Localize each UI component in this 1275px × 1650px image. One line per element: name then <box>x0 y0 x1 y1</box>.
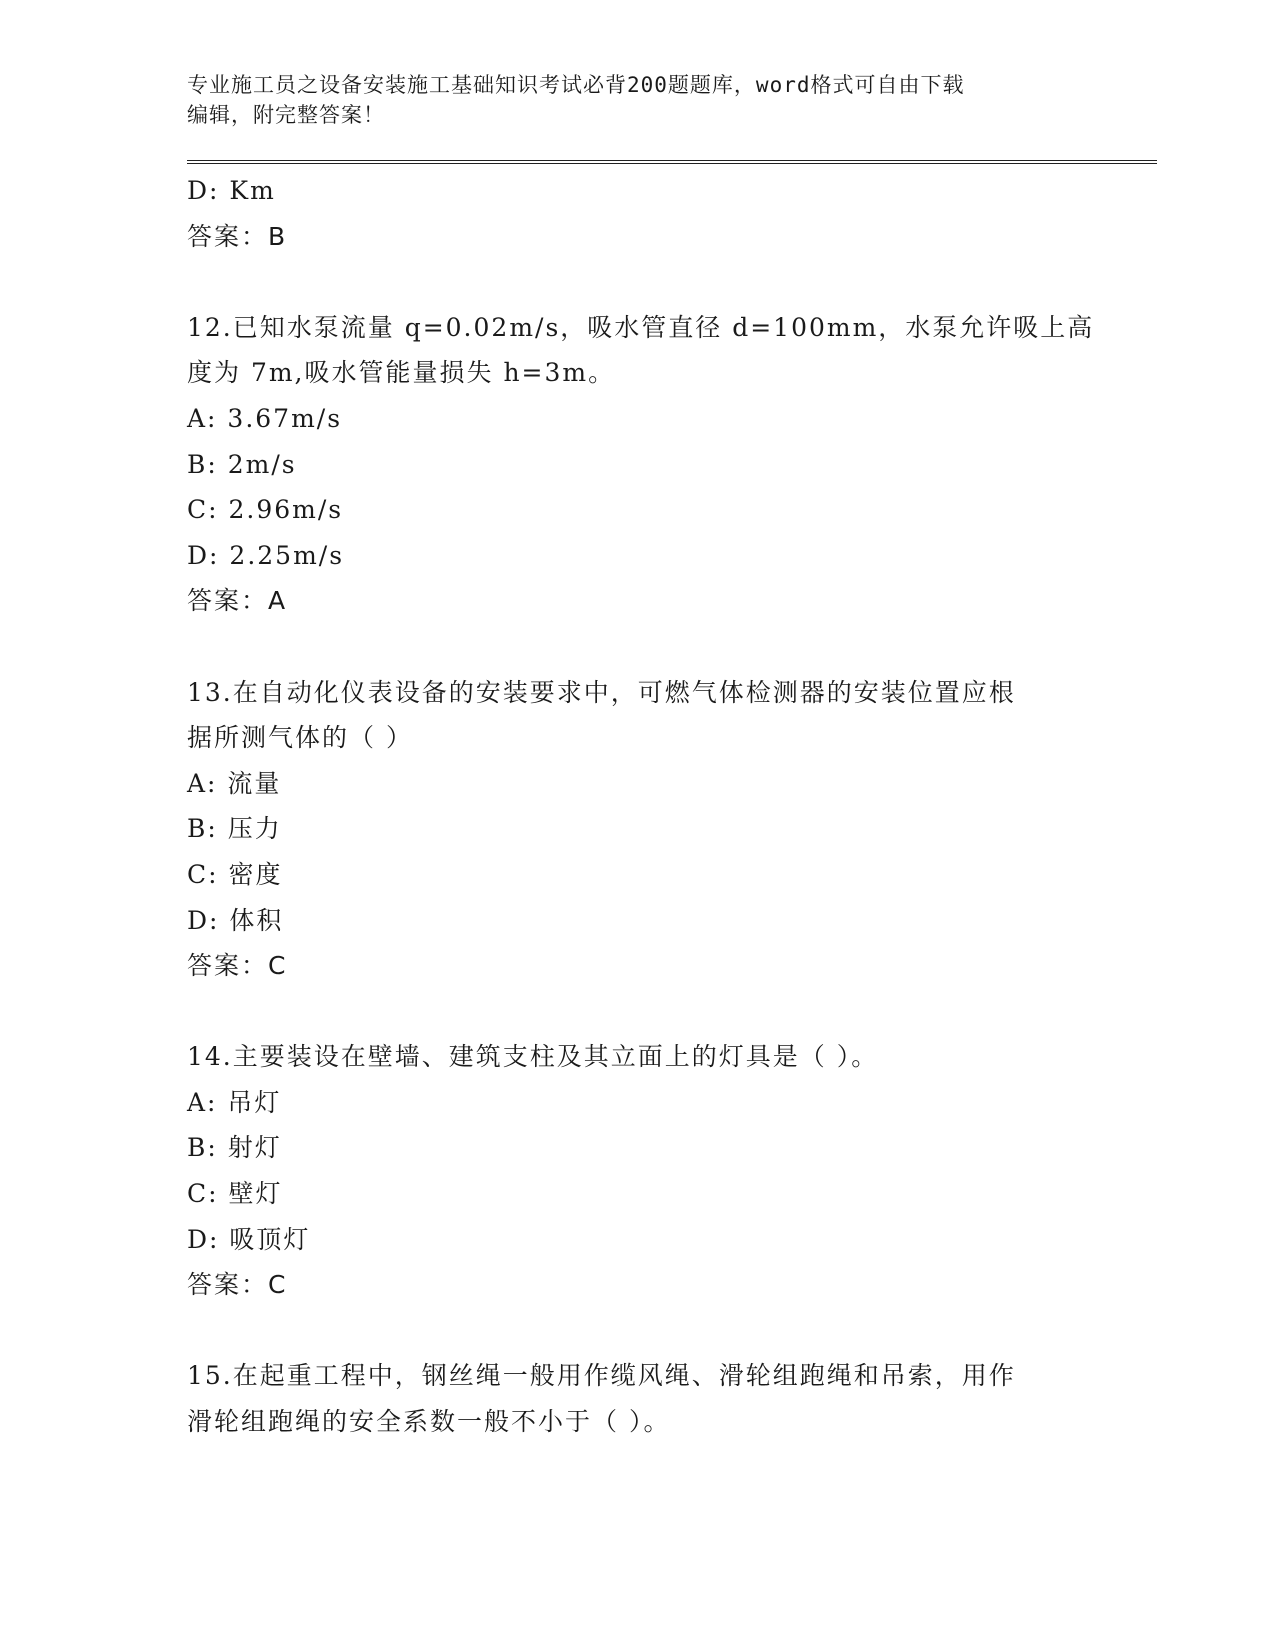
spacer <box>187 624 1157 670</box>
document-header <box>187 70 1067 130</box>
question-12-option-b: B: 2m/s <box>187 449 297 479</box>
header-divider <box>187 160 1157 164</box>
question-13-option-d: D: 体积 <box>187 905 284 935</box>
question-15-stem-line-1: 15.在起重工程中，钢丝绳一般用作缆风绳、滑轮组跑绳和吊索，用作 <box>187 1361 1016 1391</box>
question-15-stem-line-2: 滑轮组跑绳的安全系数一般不小于（ ）。 <box>187 1407 671 1437</box>
spacer <box>187 989 1157 1035</box>
answer-label: 答案：B <box>187 221 288 251</box>
header-line-2: 编辑，附完整答案！ <box>187 103 385 127</box>
question-13-option-a: A: 流量 <box>187 768 282 798</box>
question-12-option-d: D: 2.25m/s <box>187 540 345 570</box>
question-12-stem-line-2: 度为 7m,吸水管能量损失 h=3m。 <box>187 358 616 388</box>
question-14-answer: 答案：C <box>187 1270 288 1300</box>
question-12-option-c: C: 2.96m/s <box>187 495 344 525</box>
question-14-option-b: B: 射灯 <box>187 1133 282 1163</box>
question-14-option-c: C: 壁灯 <box>187 1179 283 1209</box>
option-d: D: Km <box>187 176 276 205</box>
question-12-answer: 答案：A <box>187 586 288 616</box>
question-14-option-a: A: 吊灯 <box>187 1087 282 1117</box>
question-13-stem-line-1: 13.在自动化仪表设备的安装要求中，可燃气体检测器的安装位置应根 <box>187 677 1016 707</box>
document-page <box>187 70 1157 1445</box>
question-14-stem-line-1: 14.主要装设在壁墙、建筑支柱及其立面上的灯具是（ ）。 <box>187 1042 879 1072</box>
question-14-option-d: D: 吸顶灯 <box>187 1224 311 1254</box>
spacer <box>187 259 1157 305</box>
question-13-option-b: B: 压力 <box>187 814 282 844</box>
question-list <box>187 168 1157 1445</box>
question-13-stem-line-2: 据所测气体的（ ） <box>187 723 413 753</box>
question-12-stem-line-1: 12.已知水泵流量 q=0.02m/s，吸水管直径 d=100mm，水泵允许吸上高 <box>187 312 1095 342</box>
spacer <box>187 1308 1157 1354</box>
question-12-option-a: A: 3.67m/s <box>187 403 343 433</box>
header-line-1: 专业施工员之设备安装施工基础知识考试必背200题题库，word格式可自由下载 <box>187 73 965 97</box>
question-13-option-c: C: 密度 <box>187 859 283 889</box>
question-13-answer: 答案：C <box>187 951 288 981</box>
